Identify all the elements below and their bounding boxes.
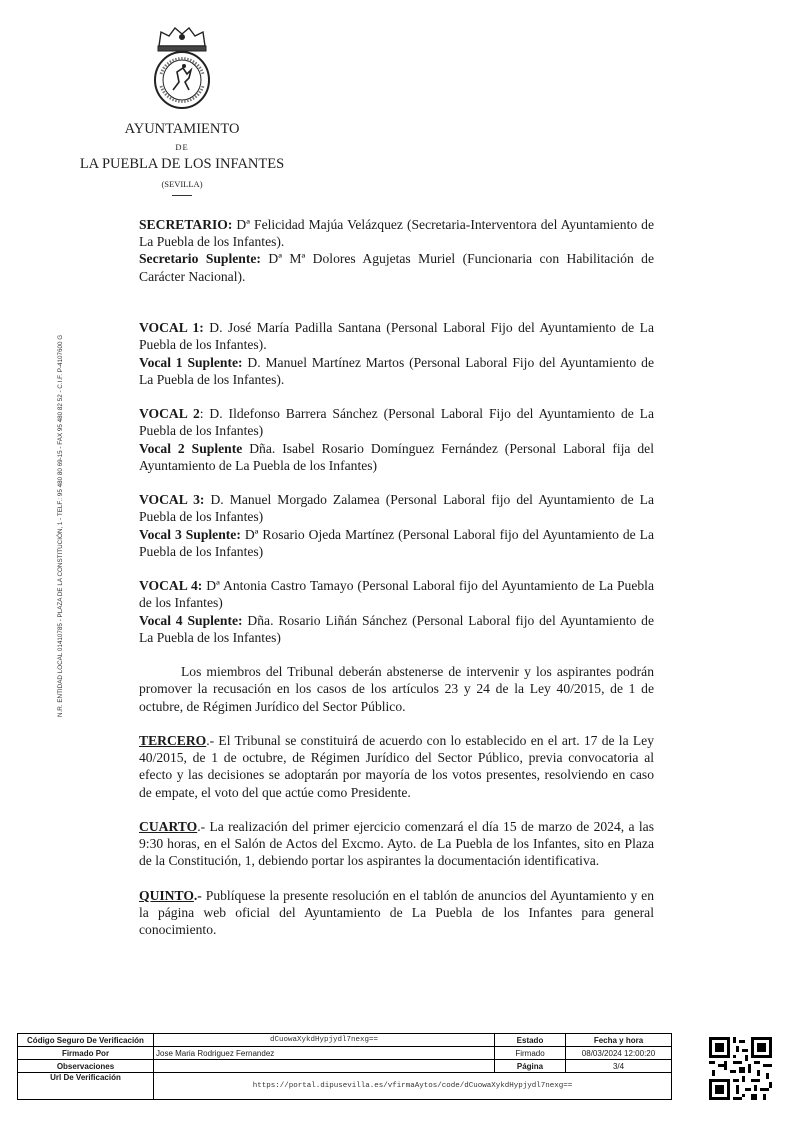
- url-value[interactable]: https://portal.dipusevilla.es/vfirmaAytos/code/dCuowaXykdHypjydl7nexg==: [154, 1073, 672, 1100]
- quinto-text: Publíquese la presente resolución en el tablón de anuncios del Ayuntamiento y en la página web oficial del Ayuntamiento de La Puebla de los Infantes para general conocimiento.: [139, 887, 654, 938]
- vocal4-suplente-text: Dña. Rosario Liñán Sánchez (Personal Laboral fijo del Ayuntamiento de La Puebla de los Infantes): [139, 612, 654, 645]
- observaciones-value: [154, 1060, 495, 1073]
- side-address-text: N.R. ENTIDAD LOCAL 01410785 - PLAZA DE LA CONSTITUCIÓN, 1 - TELF.: 95 480 80 69-15 - FAX 95 480 82 52 - C.I.F. P-4107600 G: [57, 334, 64, 717]
- cuarto-paragraph: [139, 818, 654, 870]
- cuarto-label: CUARTO: [139, 819, 198, 834]
- verification-table: [17, 1033, 672, 1100]
- firmado-label: Firmado Por: [18, 1047, 154, 1060]
- vocal1-text: D. José María Padilla Santana (Personal Laboral Fijo del Ayuntamiento de La Puebla de los Infantes).: [139, 320, 654, 353]
- pagina-value: 3/4: [566, 1060, 672, 1073]
- quinto-separator: .-: [193, 887, 202, 903]
- quinto-paragraph: [139, 887, 654, 939]
- vocal3-suplente-label: Vocal 3 Suplente:: [139, 526, 241, 542]
- estado-label: Estado: [495, 1034, 566, 1047]
- tercero-paragraph: [139, 732, 654, 801]
- secretario-text: Dª Felicidad Majúa Velázquez (Secretaria-Interventora del Ayuntamiento de La Puebla de los Infantes).: [139, 217, 654, 250]
- secretario-suplente-text: Dª Mª Dolores Agujetas Muriel (Funcionaria con Habilitación de Carácter Nacional).: [139, 251, 655, 284]
- vocal1-suplente-text: D. Manuel Martínez Martos (Personal Laboral Fijo del Ayuntamiento de La Puebla de los Infantes).: [139, 354, 654, 387]
- vocal4-paragraph: [139, 577, 654, 611]
- vocal1-label: VOCAL 1:: [139, 320, 204, 336]
- vocal1-suplente-label: Vocal 1 Suplente:: [139, 354, 243, 370]
- secretario-paragraph: [139, 216, 654, 250]
- firmado-value: Jose Maria Rodriguez Fernandez: [154, 1047, 495, 1060]
- vocal4-text: Dª Antonia Castro Tamayo (Personal Laboral fijo del Ayuntamiento de La Puebla de los Infantes): [139, 578, 654, 611]
- csv-value: dCuowaXykdHypjydl7nexg==: [154, 1034, 495, 1047]
- vocal3-text: D. Manuel Morgado Zalamea (Personal Laboral fijo del Ayuntamiento de La Puebla de los Infantes): [139, 492, 654, 525]
- tercero-text: .- El Tribunal se constituirá de acuerdo con lo establecido en el art. 17 de la Ley 40/2015, de 1 de octubre, de Régimen Jurídico del Sector Público, previa convocatoria al efecto y las decisiones se adoptarán por mayoría de los votos presentes, resolviendo en caso de empate, el voto del que actúe como Presidente.: [139, 733, 654, 800]
- vocal4-suplente-paragraph: [139, 612, 654, 646]
- vocal4-suplente-label: Vocal 4 Suplente:: [139, 612, 243, 628]
- vocal3-suplente-text: Dª Rosario Ojeda Martínez (Personal Laboral fijo del Ayuntamiento de La Puebla de los Infantes): [139, 526, 654, 559]
- vocal2-suplente-label: Vocal 2 Suplente: [139, 440, 243, 456]
- vocal3-suplente-paragraph: [139, 526, 654, 560]
- vocal1-paragraph: [139, 319, 654, 353]
- abstencion-paragraph: Los miembros del Tribunal deberán abstenerse de intervenir y los aspirantes podrán promover la recusación en los casos de los artículos 23 y 24 de la Ley 40/2015, de 1 de octubre, de Régimen Jurídico del Sector Público.: [139, 664, 654, 714]
- estado-value: Firmado: [495, 1047, 566, 1060]
- secretario-label: SECRETARIO:: [139, 217, 233, 232]
- table-row: [18, 1034, 672, 1047]
- observaciones-label: Observaciones: [18, 1060, 154, 1073]
- table-row: [18, 1073, 672, 1100]
- url-label: Url De Verificación: [18, 1073, 154, 1100]
- secretario-suplente-label: Secretario Suplente:: [139, 251, 261, 267]
- vocal1-suplente-paragraph: [139, 354, 654, 388]
- table-row: [18, 1047, 672, 1060]
- header-de: DE: [175, 142, 189, 152]
- table-row: [18, 1060, 672, 1073]
- pagina-label: Página: [495, 1060, 566, 1073]
- header-municipality: LA PUEBLA DE LOS INFANTES: [79, 156, 285, 172]
- csv-label: Código Seguro De Verificación: [18, 1034, 154, 1047]
- vocal3-paragraph: [139, 491, 654, 525]
- tercero-label: TERCERO: [139, 733, 207, 748]
- vocal2-text: : D. Ildefonso Barrera Sánchez (Personal Laboral Fijo del Ayuntamiento de La Puebla de los Infantes): [139, 406, 655, 439]
- vocal4-label: VOCAL 4:: [139, 578, 203, 594]
- header-divider: [172, 195, 192, 196]
- fecha-label: Fecha y hora: [566, 1034, 672, 1047]
- header-province: (SEVILLA): [161, 179, 203, 189]
- municipal-crest-logo: [149, 24, 215, 112]
- document-body: [139, 216, 654, 938]
- verification-footer: [17, 1033, 672, 1100]
- vocal2-label: VOCAL 2: [139, 406, 200, 422]
- header-ayuntamiento: AYUNTAMIENTO: [124, 121, 240, 137]
- vocal3-label: VOCAL 3:: [139, 492, 205, 508]
- vocal2-suplente-text: Dña. Isabel Rosario Domínguez Fernández (Personal Laboral fija del Ayuntamiento de La Puebla de los Infantes): [139, 440, 654, 473]
- quinto-label: QUINTO: [139, 887, 194, 903]
- vocal2-paragraph: [139, 405, 654, 439]
- vocal2-suplente-paragraph: [139, 440, 654, 474]
- fecha-value: 08/03/2024 12:00:20: [566, 1047, 672, 1060]
- secretario-suplente-paragraph: [139, 250, 654, 284]
- cuarto-text: .- La realización del primer ejercicio comenzará el día 15 de marzo de 2024, a las 9:30 horas, en el Salón de Actos del Excmo. Ayto. de La Puebla de los Infantes, sito en Plaza de la Constitución, 1, debiendo portar los aspirantes la documentación identificativa.: [139, 819, 654, 869]
- qr-code-icon: [709, 1037, 772, 1100]
